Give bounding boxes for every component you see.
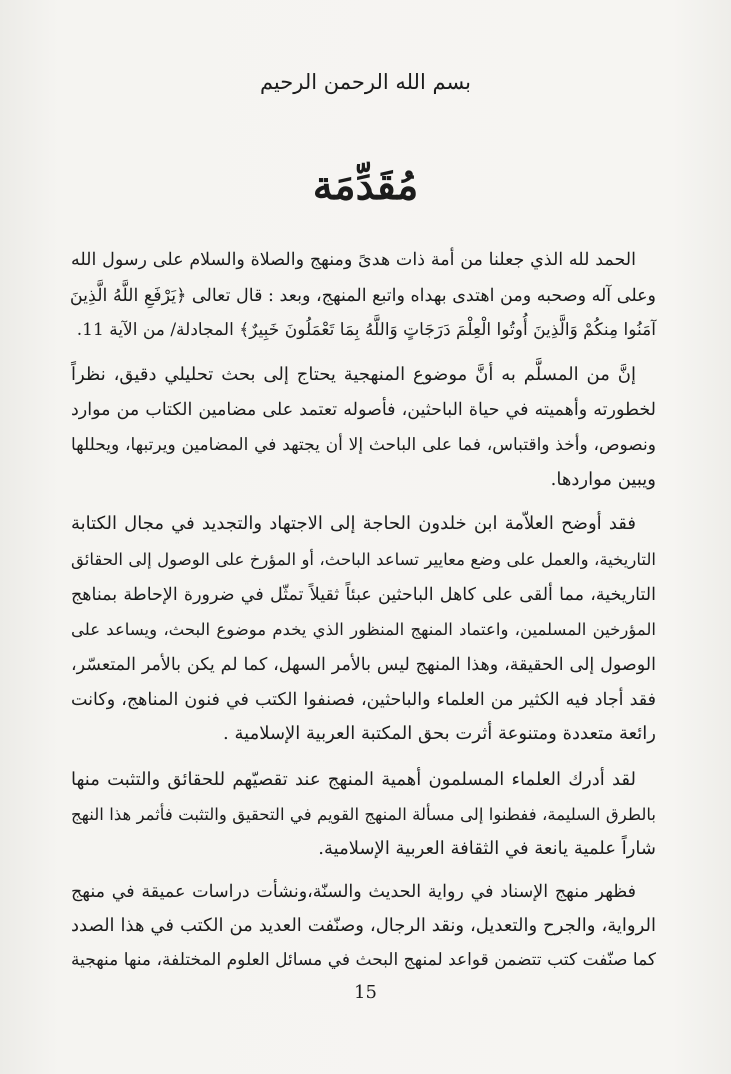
page-title: مُقَدِّمَة (312, 162, 419, 209)
body-line: فقد أوضح العلاّمة ابن خلدون الحاجة إلى الاجتهاد والتجديد في مجال الكتابة (71, 513, 636, 534)
body-line: التاريخية، والعمل على وضع معايير تساعد الباحث، أو المؤرخ على الوصول إلى الحقائق (71, 550, 656, 569)
body-line: كما صنّفت كتب تتضمن قواعد لمنهج البحث في مسائل العلوم المختلفة، منها منهجية (71, 950, 656, 970)
body-line: فظهر منهج الإسناد في رواية الحديث والسنّة،ونشأت دراسات عميقة في منهج (71, 882, 636, 902)
body-line: التاريخية، مما ألقى على كاهل الباحثين عبئاً ثقيلاً تمثّل في ضرورة الإحاطة بمناهج (71, 585, 656, 605)
body-line: الرواية، والجرح والتعديل، ونقد الرجال، وصنّفت العديد من الكتب في هذا الصدد (71, 915, 656, 936)
body-line: بالطرق السليمة، ففطنوا إلى مسألة المنهج القويم في التحقيق والتثبت فأثمر هذا النهج (71, 805, 656, 824)
body-line: وعلى آله وصحبه ومن اهتدى بهداه واتبع المنهج، وبعد : قال تعالى ﴿يَرْفَعِ اللَّهُ الَّذِينَ (69, 286, 656, 306)
body-line: فقد أجاد فيه الكثير من العلماء والباحثين، فصنفوا الكتب في فنون المناهج، وكانت (71, 690, 656, 710)
body-line: آمَنُوا مِنكُمْ وَالَّذِينَ أُوتُوا الْعِلْمَ دَرَجَاتٍ وَاللَّهُ بِمَا تَعْمَلُونَ خَبِيرٌ﴾ المجادلة/ من الآية 11. (76, 320, 656, 340)
body-line: ويبين مواردها. (550, 469, 656, 490)
body-line: لخطورته وأهميته في حياة الباحثين، فأصوله تعتمد على مضامين الكتاب من موارد (71, 400, 656, 420)
page-number: 15 (354, 982, 377, 1003)
body-line: لقد أدرك العلماء المسلمون أهمية المنهج عند تقصيّهم للحقائق والتثبت منها (71, 769, 636, 790)
body-line: ونصوص، وأخذ واقتباس، فما على الباحث إلا أن يجتهد في المضامين ويرتبها، ويحللها (71, 435, 656, 455)
body-line: رائعة متعددة ومتنوعة أثرت بحق المكتبة العربية الإسلامية . (223, 723, 656, 744)
body-line: الوصول إلى الحقيقة، وهذا المنهج ليس بالأمر السهل، كما لم يكن بالأمر المتعسّر، (71, 655, 656, 675)
body-line: شاراً علمية يانعة في الثقافة العربية الإسلامية. (318, 838, 656, 859)
body-line: المؤرخين المسلمين، واعتماد المنهج المنظور الذي يخدم موضوع البحث، ويساعد على (71, 620, 656, 639)
body-line: إنَّ من المسلَّم به أنَّ موضوع المنهجية يحتاج إلى بحث تحليلي دقيق، نظراً (71, 364, 636, 385)
body-line: الحمد لله الذي جعلنا من أمة ذات هدىً ومنهج والصلاة والسلام على رسول الله (71, 250, 636, 270)
basmala: بسم الله الرحمن الرحيم (259, 70, 472, 94)
